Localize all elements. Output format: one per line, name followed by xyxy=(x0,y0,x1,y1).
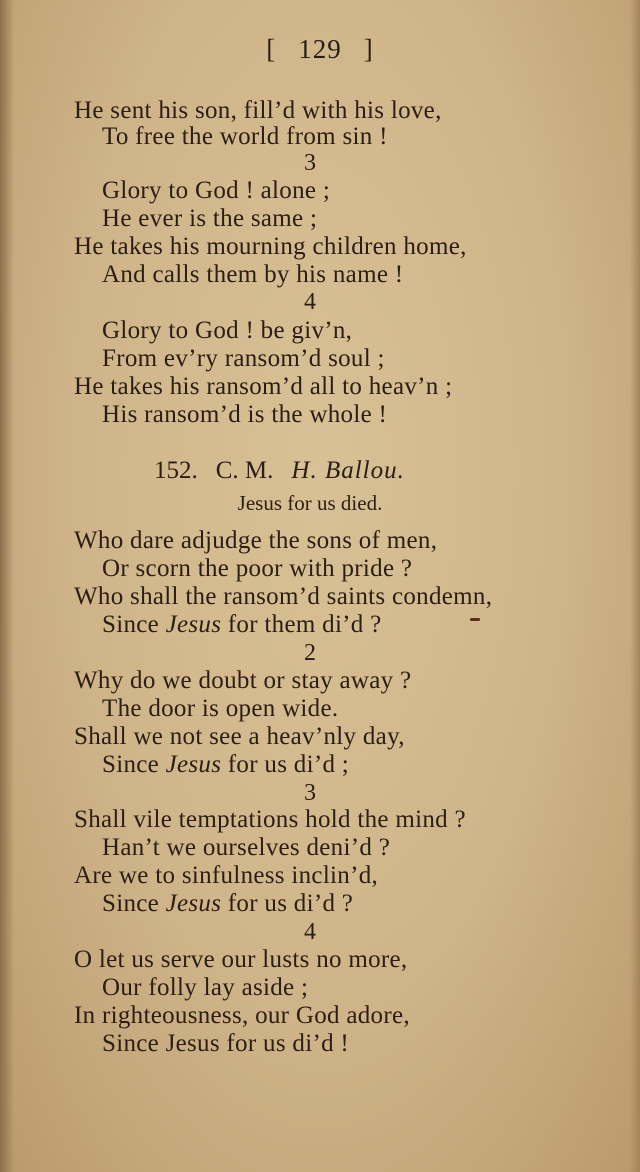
page-number: 129 xyxy=(298,34,342,64)
hymn-meter: C. M. xyxy=(215,457,274,484)
verse-line: In righteousness, our God adore, xyxy=(74,1002,410,1029)
verse-line: The door is open wide. xyxy=(102,695,339,722)
verse-line: Why do we doubt or stay away ? xyxy=(74,667,412,694)
bracket-right: ] xyxy=(363,34,374,64)
verse-line: Are we to sinfulness inclin’d, xyxy=(74,862,379,889)
verse-line: And calls them by his name ! xyxy=(102,261,404,288)
verse-number: 3 xyxy=(304,780,316,806)
page-header xyxy=(0,34,640,65)
verse-line: Since Jesus for us di’d ! xyxy=(102,1030,350,1057)
verse-line: Who shall the ransom’d saints condemn, xyxy=(74,583,493,610)
jesus-italic: Jesus xyxy=(165,611,222,638)
verse-number: 2 xyxy=(304,640,316,666)
verse-line: Shall we not see a heav’nly day, xyxy=(74,723,405,750)
verse-number: 4 xyxy=(304,919,316,945)
hymn-title: Jesus for us died. xyxy=(237,491,383,515)
hymn-heading xyxy=(154,456,405,486)
verse-line: He takes his mourning children home, xyxy=(74,233,467,260)
verse-line: He sent his son, fill’d with his love, xyxy=(74,97,442,124)
verse-line: Or scorn the poor with pride ? xyxy=(102,555,413,582)
verse-line: O let us serve our lusts no more, xyxy=(74,946,408,973)
verse-line: Glory to God ! alone ; xyxy=(102,177,331,204)
verse-line: Since Jesus for them di’d ? xyxy=(102,611,382,638)
verse-line: Since Jesus for us di’d ? xyxy=(102,890,354,917)
verse-line: Our folly lay aside ; xyxy=(102,974,309,1001)
page-edge-right xyxy=(630,0,640,1172)
jesus-italic: Jesus xyxy=(165,751,222,778)
verse-line: He takes his ransom’d all to heav’n ; xyxy=(74,373,453,400)
jesus-italic: Jesus xyxy=(165,890,222,917)
hymn-number: 152. xyxy=(154,457,198,484)
hymn-author: H. Ballou. xyxy=(291,457,405,484)
verse-line: He ever is the same ; xyxy=(102,205,318,232)
verse-line: Glory to God ! be giv’n, xyxy=(102,317,353,344)
verse-line: His ransom’d is the whole ! xyxy=(102,401,388,428)
verse-line: Shall vile temptations hold the mind ? xyxy=(74,806,466,833)
ink-speck xyxy=(470,618,480,621)
verse-line: Who dare adjudge the sons of men, xyxy=(74,527,438,554)
bracket-left: [ xyxy=(266,34,277,64)
verse-line: To free the world from sin ! xyxy=(102,123,388,150)
verse-number: 3 xyxy=(304,150,316,176)
verse-line: Since Jesus for us di’d ; xyxy=(102,751,350,778)
verse-line: From ev’ry ransom’d soul ; xyxy=(102,345,385,372)
verse-line: Han’t we ourselves deni’d ? xyxy=(102,834,391,861)
verse-number: 4 xyxy=(304,289,316,315)
